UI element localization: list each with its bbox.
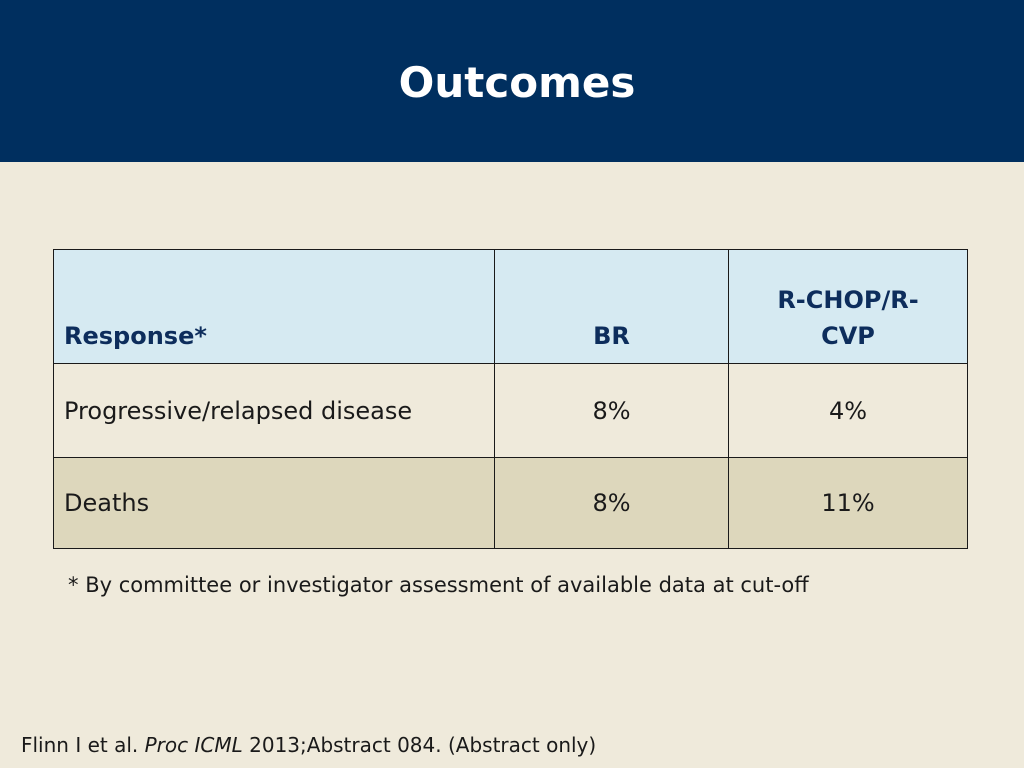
footnote [68,570,809,600]
slide-title: Outcomes [398,58,636,107]
row-label: Deaths [54,458,495,549]
citation [21,730,596,760]
citation-details: 2013;Abstract 084. (Abstract only) [249,733,597,757]
row-label: Progressive/relapsed disease [54,364,495,458]
row-br-value: 8% [495,458,729,549]
title-banner [0,0,1024,162]
outcomes-table [53,249,968,549]
row-rchop-value: 11% [729,458,968,549]
table-header-row [54,250,968,364]
header-response: Response* [54,250,495,364]
row-br-value: 8% [495,364,729,458]
header-br: BR [495,250,729,364]
table-row [54,458,968,549]
row-rchop-value: 4% [729,364,968,458]
header-rchop: R-CHOP/R- CVP [729,250,968,364]
table-row [54,364,968,458]
citation-authors: Flinn I et al. [21,733,139,757]
footnote-marker: * [68,573,79,597]
footnote-text: By committee or investigator assessment of available data at cut-off [85,573,809,597]
citation-journal: Proc ICML [144,733,243,757]
